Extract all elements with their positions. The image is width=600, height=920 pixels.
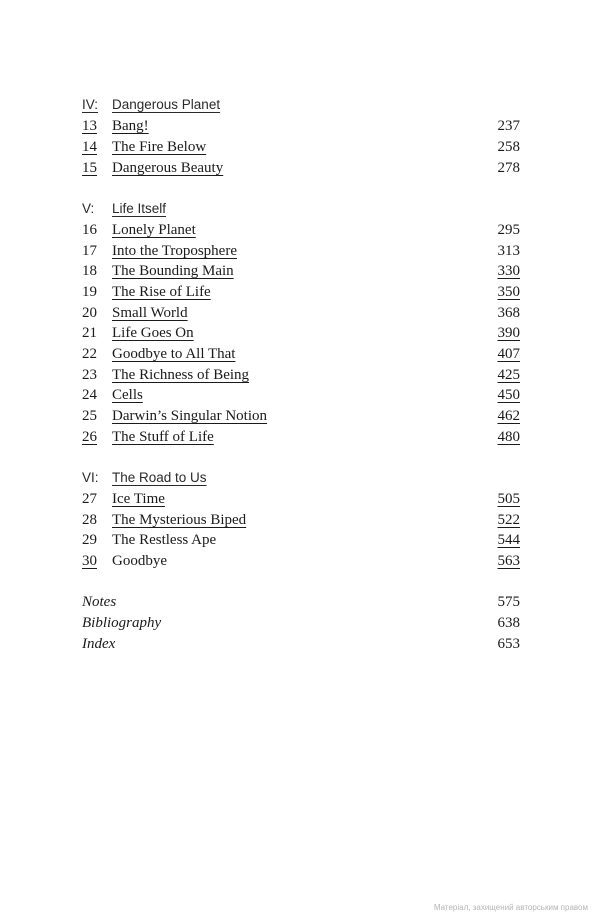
chapter-number: 29 [82, 532, 97, 548]
chapter-title: Into the Troposphere [112, 243, 237, 259]
toc-entry-notes[interactable] [82, 592, 520, 612]
toc-entry-chapter-25[interactable] [82, 406, 520, 426]
toc-entry-chapter-16[interactable] [82, 220, 520, 240]
page-number: 368 [497, 305, 520, 321]
page-number: 544 [497, 532, 520, 548]
page-number: 638 [497, 615, 520, 631]
chapter-title: Lonely Planet [112, 222, 196, 238]
page-number: 575 [497, 594, 520, 610]
part-title: The Road to Us [112, 470, 207, 485]
chapter-number: 24 [82, 387, 97, 403]
part-heading-iv[interactable] [82, 95, 520, 115]
chapter-title: Ice Time [112, 491, 165, 507]
chapter-title: Darwin’s Singular Notion [112, 408, 267, 424]
toc-entry-chapter-20[interactable] [82, 303, 520, 323]
toc-entry-chapter-28[interactable] [82, 510, 520, 530]
chapter-title: The Richness of Being [112, 367, 250, 383]
toc-entry-chapter-23[interactable] [82, 365, 520, 385]
toc-entry-chapter-21[interactable] [82, 323, 520, 343]
toc-entry-chapter-14[interactable] [82, 137, 520, 157]
chapter-number: 17 [82, 243, 97, 259]
page-number: 390 [497, 325, 520, 341]
page-number: 563 [497, 553, 520, 569]
chapter-number: 27 [82, 491, 97, 507]
backmatter-title: Bibliography [82, 615, 162, 631]
part-heading-vi[interactable] [82, 468, 520, 488]
part-heading-v[interactable] [82, 199, 520, 219]
chapter-number: 14 [82, 139, 97, 155]
page-number: 350 [497, 284, 520, 300]
page-number: 450 [497, 387, 520, 403]
chapter-number: 28 [82, 512, 97, 528]
chapter-number: 21 [82, 325, 97, 341]
chapter-title: Life Goes On [112, 325, 194, 341]
chapter-title: The Fire Below [112, 139, 207, 155]
chapter-number: 18 [82, 263, 97, 279]
toc-entry-chapter-27[interactable] [82, 489, 520, 509]
page-number: 425 [497, 367, 520, 383]
copyright-watermark: Матеріал, захищений авторським правом [433, 903, 588, 912]
chapter-number: 15 [82, 160, 97, 176]
chapter-title: Cells [112, 387, 143, 403]
toc-entry-chapter-19[interactable] [82, 282, 520, 302]
chapter-title: The Rise of Life [112, 284, 211, 300]
toc-entry-chapter-29[interactable] [82, 530, 520, 550]
toc-entry-chapter-18[interactable] [82, 261, 520, 281]
chapter-number: 20 [82, 305, 97, 321]
toc-entry-chapter-30[interactable] [82, 551, 520, 571]
page-number: 653 [497, 636, 520, 652]
part-title: Life Itself [112, 201, 167, 216]
backmatter-title: Notes [82, 594, 117, 610]
page-number: 313 [497, 243, 520, 259]
page-number: 480 [497, 429, 520, 445]
chapter-title: Small World [112, 305, 188, 321]
chapter-number: 13 [82, 118, 97, 134]
backmatter-title: Index [82, 636, 116, 652]
toc-entry-chapter-24[interactable] [82, 385, 520, 405]
part-label: VI: [82, 470, 99, 485]
toc-entry-chapter-13[interactable] [82, 116, 520, 136]
chapter-number: 23 [82, 367, 97, 383]
chapter-number: 30 [82, 553, 97, 569]
chapter-title: Dangerous Beauty [112, 160, 224, 176]
page-number: 505 [497, 491, 520, 507]
chapter-title: The Bounding Main [112, 263, 234, 279]
page-number: 258 [497, 139, 520, 155]
toc-entry-chapter-17[interactable] [82, 241, 520, 261]
part-label: V: [82, 201, 95, 216]
page-number: 278 [497, 160, 520, 176]
chapter-title: The Mysterious Biped [112, 512, 247, 528]
chapter-title: The Stuff of Life [112, 429, 214, 445]
chapter-number: 16 [82, 222, 97, 238]
chapter-title: Goodbye to All That [112, 346, 236, 362]
toc-entry-index[interactable] [82, 634, 520, 654]
page-number: 462 [497, 408, 520, 424]
toc-entry-chapter-22[interactable] [82, 344, 520, 364]
part-label: IV: [82, 97, 99, 112]
toc-entry-bibliography[interactable] [82, 613, 520, 633]
chapter-title: Goodbye [112, 553, 167, 569]
chapter-number: 25 [82, 408, 97, 424]
toc-entry-chapter-15[interactable] [82, 158, 520, 178]
chapter-number: 22 [82, 346, 97, 362]
page-number: 237 [497, 118, 520, 134]
chapter-number: 19 [82, 284, 97, 300]
chapter-title: The Restless Ape [112, 532, 217, 548]
page-number: 295 [497, 222, 520, 238]
page-number: 407 [497, 346, 520, 362]
toc-entry-chapter-26[interactable] [82, 427, 520, 447]
page-number: 522 [497, 512, 520, 528]
chapter-title: Bang! [112, 118, 149, 134]
page-number: 330 [497, 263, 520, 279]
chapter-number: 26 [82, 429, 97, 445]
part-title: Dangerous Planet [112, 97, 221, 112]
